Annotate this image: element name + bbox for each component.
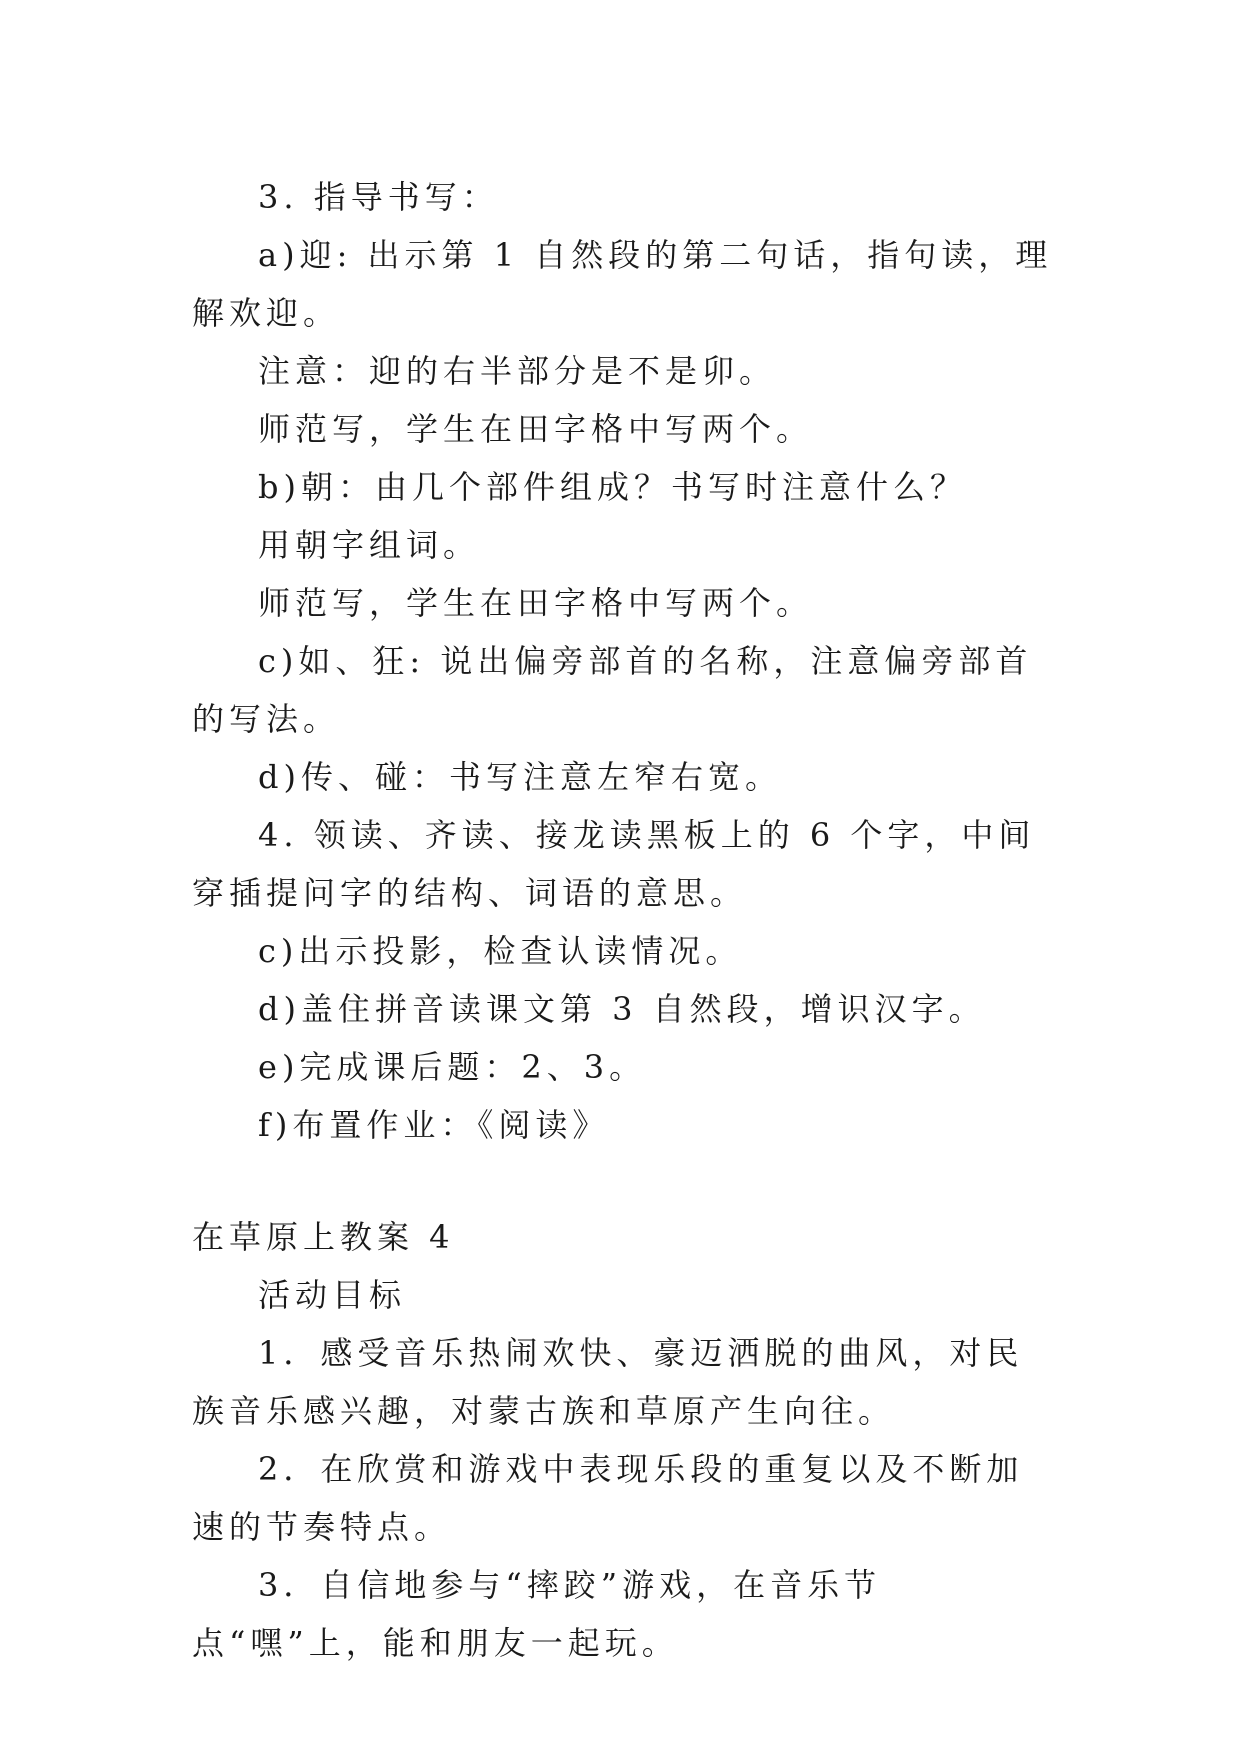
section-title: 在草原上教案 4 <box>192 1218 455 1256</box>
paragraph: 用朝字组词。 <box>258 526 481 564</box>
paragraph: b)朝：由几个部件组成？书写时注意什么？ <box>258 468 967 506</box>
paragraph: 师范写，学生在田字格中写两个。 <box>258 584 814 622</box>
paragraph: c)出示投影，检查认读情况。 <box>258 932 743 970</box>
paragraph: 注意：迎的右半部分是不是卯。 <box>258 352 777 390</box>
section-gap <box>192 1154 1058 1208</box>
paragraph: 3. 指导书写： <box>258 178 499 216</box>
paragraph: d)盖住拼音读课文第 3 自然段，增识汉字。 <box>258 990 986 1028</box>
paragraph: c)如、狂: 说出偏旁部首的名称，注意偏旁部首的写法。 <box>192 642 1033 738</box>
paragraph: 4. 领读、齐读、接龙读黑板上的 6 个字，中间穿插提问字的结构、词语的意思。 <box>192 816 1036 912</box>
document-body <box>192 168 1058 1672</box>
paragraph: f)布置作业：《阅读》 <box>258 1106 610 1144</box>
paragraph: e)完成课后题：2、3。 <box>258 1048 647 1086</box>
section-subtitle: 活动目标 <box>258 1276 407 1314</box>
paragraph: 师范写，学生在田字格中写两个。 <box>258 410 814 448</box>
paragraph: a)迎: 出示第 1 自然段的第二句话，指句读，理解欢迎。 <box>192 236 1053 332</box>
goal-item: 3．自信地参与“摔跤”游戏，在音乐节点“嘿”上，能和朋友一起玩。 <box>192 1566 882 1662</box>
goal-item: 2．在欣赏和游戏中表现乐段的重复以及不断加速的节奏特点。 <box>192 1450 1024 1546</box>
paragraph: d)传、碰：书写注意左窄右宽。 <box>258 758 782 796</box>
goal-item: 1．感受音乐热闹欢快、豪迈洒脱的曲风，对民族音乐感兴趣，对蒙古族和草原产生向往。 <box>192 1334 1024 1430</box>
